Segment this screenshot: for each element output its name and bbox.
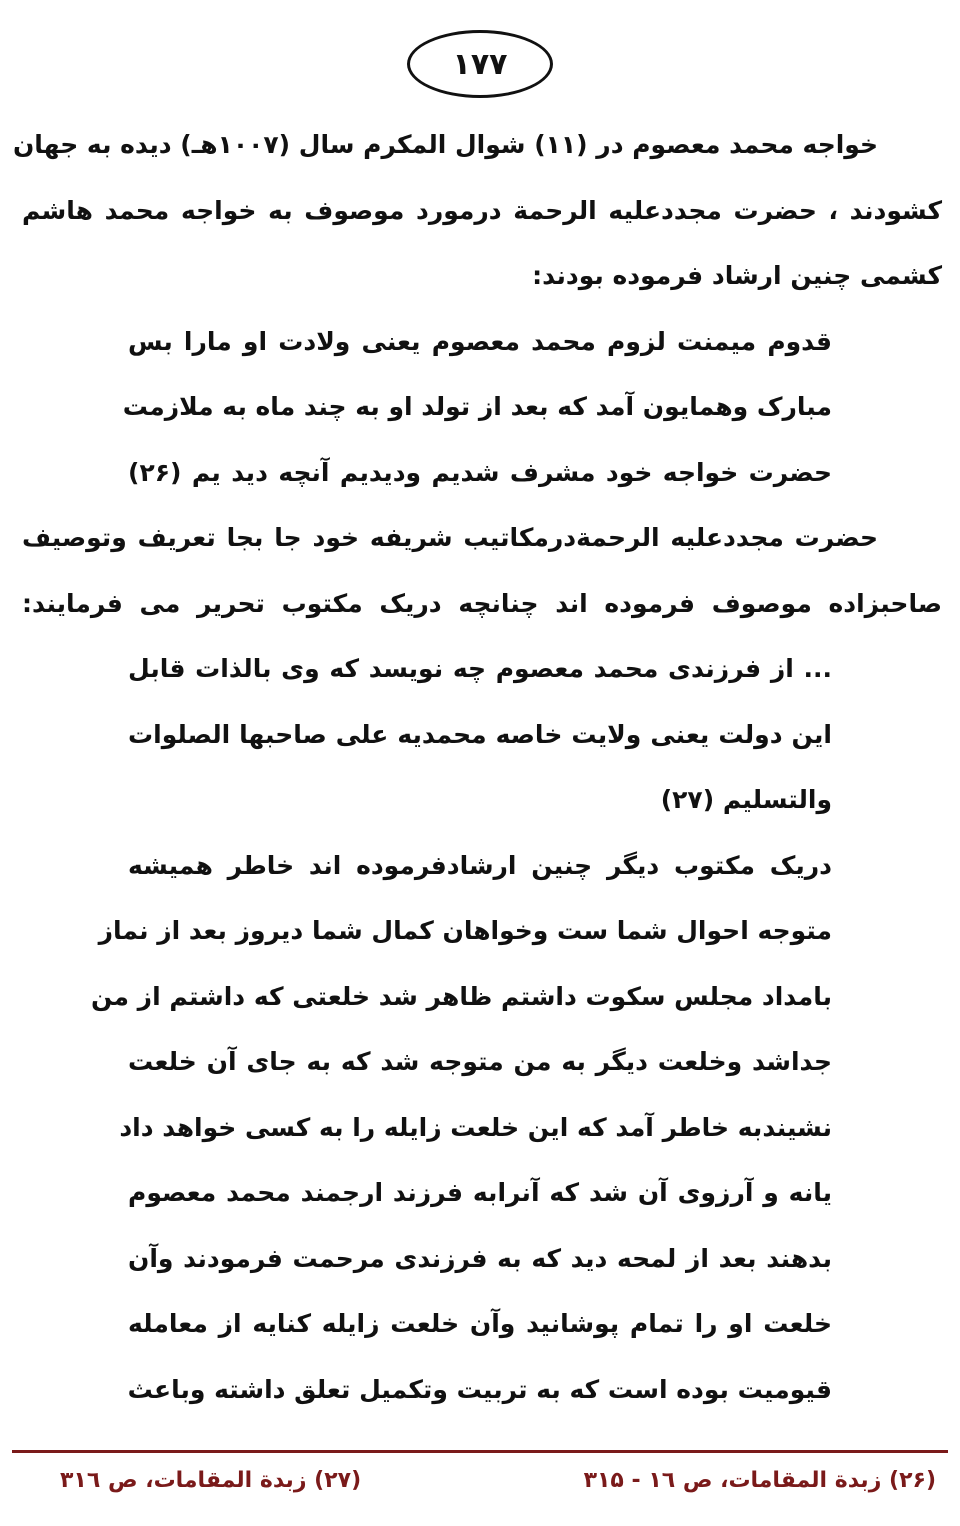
quote-line: قدوم میمنت لزوم محمد معصوم یعنی ولادت او مارا بس: [128, 326, 832, 356]
quote-line: بامداد مجلس سکوت داشتم ظاهر شد خلعتی که داشتم از من: [91, 981, 832, 1011]
page-header: [0, 30, 960, 98]
text-line: خواجه محمد معصوم در (۱۱) شوال المکرم سال (۱۰۰۷هـ) دیده به جهان: [12, 130, 878, 159]
quote-line: حضرت خواجه خود مشرف شدیم ودیدیم آنچه دید یم (۲۶): [128, 457, 832, 487]
quote-line: مبارک وهمایون آمد که بعد از تولد او به چند ماه به ملازمت: [122, 392, 832, 421]
text-line: کشمی چنین ارشاد فرموده بودند:: [532, 261, 942, 290]
text-line: صاحبزاده موصوف فرموده اند چنانچه دریک مکتوب تحریر می فرمایند:: [22, 588, 942, 618]
footnote-divider: [12, 1450, 948, 1453]
quote-line: یانه و آرزوی آن شد که آنرابه فرزند ارجمند محمد معصوم: [128, 1178, 832, 1207]
quote-line: نشیندبه خاطر آمد که این خلعت زایله را به کسی خواهد داد: [119, 1112, 832, 1142]
quote-line: بدهند بعد از لمحه دید که به فرزندی مرحمت فرمودند وآن: [128, 1243, 832, 1273]
footnote-27: (۲۷) زبدة المقامات، ص ۳۱٦: [60, 1468, 362, 1493]
quote-line: دریک مکتوب دیگر چنین ارشادفرموده اند خاطر همیشه: [128, 850, 832, 880]
text-line: کشودند ، حضرت مجددعلیه الرحمة درمورد موصوف به خواجه محمد هاشم: [22, 195, 942, 225]
quote-line: ... از فرزندی محمد معصوم چه نویسد که وی بالذات قابل: [128, 654, 832, 683]
page-number-oval: [407, 30, 553, 98]
page-number: ۱۷۷: [452, 46, 508, 82]
text-line: حضرت مجددعلیه الرحمةدرمکاتیب شریفه خود جا بجا تعریف وتوصیف: [22, 523, 878, 552]
quote-line: والتسلیم (۲۷): [660, 785, 832, 814]
footnote-26: (۲۶) زبدة المقامات، ص ۱٦ - ۳۱۵: [583, 1468, 936, 1493]
quote-line: این دولت یعنی ولایت خاصه محمدیه علی صاحبها الصلوات: [128, 719, 832, 749]
quote-line: خلعت او را تمام پوشانید وآن خلعت زایله کنایه از معامله: [128, 1309, 832, 1338]
quote-line: جداشد وخلعت دیگر به من متوجه شد که به جای آن خلعت: [128, 1047, 832, 1076]
quote-line: قیومیت بوده است که به تربیت وتکمیل تعلق داشته وباعث: [127, 1374, 832, 1404]
footnotes: [0, 1468, 960, 1493]
body-text: [0, 112, 960, 1422]
quote-line: متوجه احوال شما ست وخواهان کمال شما دیروز بعد از نماز: [98, 916, 832, 945]
